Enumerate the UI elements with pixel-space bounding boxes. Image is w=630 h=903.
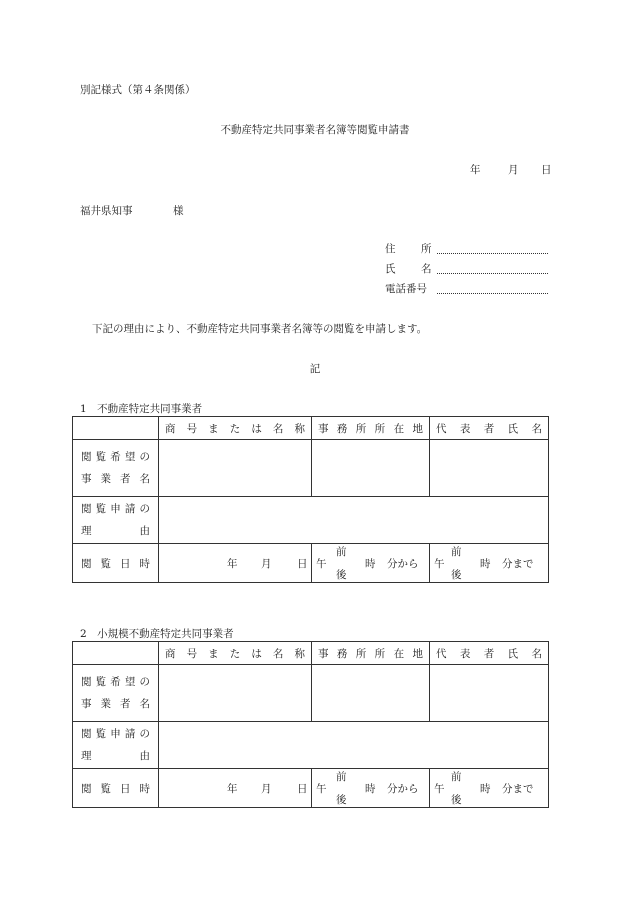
representative-cell[interactable] <box>430 440 549 497</box>
spread-char: 請 <box>124 503 136 515</box>
noon-label: 午 <box>316 783 327 795</box>
date-year-label: 年 <box>470 164 481 176</box>
pm-label: 後 <box>451 794 462 806</box>
viewing-year-label: 年 <box>227 558 238 570</box>
spread-char: 希 <box>110 676 121 688</box>
section-heading: 1 不動産特定共同事業者 <box>80 403 203 415</box>
spread-char: 在 <box>393 647 405 660</box>
am-label: 前 <box>451 546 462 558</box>
row-label-reason-b: 由 <box>139 525 150 537</box>
address-label-b: 所 <box>421 243 432 255</box>
spread-char: 名 <box>531 647 542 660</box>
phone-label: 電話番号 <box>385 283 427 295</box>
corner-cell <box>73 642 159 665</box>
spread-char: 日 <box>120 782 131 795</box>
spread-char: は <box>251 422 262 435</box>
spread-char: の <box>139 451 150 463</box>
spread-char: 称 <box>294 647 305 660</box>
col-header-representative <box>430 421 548 436</box>
addressee-name: 福井県知事 <box>80 205 133 217</box>
spread-char: 名 <box>272 422 284 435</box>
spread-char: 氏 <box>507 422 519 435</box>
name-label-a: 氏 <box>385 263 396 275</box>
reason-cell[interactable] <box>159 722 549 769</box>
spread-char: 名 <box>139 698 150 710</box>
end-minute-label: 分まで <box>502 783 534 795</box>
am-label: 前 <box>451 771 462 783</box>
spread-char: 覧 <box>95 503 107 515</box>
start-time-cell[interactable] <box>312 544 430 583</box>
spread-char: 称 <box>294 422 305 435</box>
spread-char: 者 <box>483 422 495 435</box>
spread-char: 所 <box>355 422 367 435</box>
spread-char: の <box>139 728 150 740</box>
pm-label: 後 <box>336 794 347 806</box>
row-label-reason-line1 <box>81 723 150 745</box>
col-header-location <box>312 421 429 436</box>
spread-char: 表 <box>459 422 471 435</box>
corner-cell <box>73 417 159 440</box>
noon-label: 午 <box>316 558 327 570</box>
spread-char: 所 <box>374 647 386 660</box>
spread-char: 閲 <box>81 728 92 740</box>
end-hour-label: 時 <box>480 558 491 570</box>
spread-char: 事 <box>81 473 92 485</box>
date-month-label: 月 <box>508 164 519 176</box>
application-table <box>72 641 549 808</box>
address-label-a: 住 <box>385 243 396 255</box>
viewing-month-label: 月 <box>261 558 272 570</box>
addressee-honorific: 様 <box>173 205 184 217</box>
viewing-date-cell[interactable] <box>159 544 312 583</box>
spread-char: 名 <box>531 422 542 435</box>
spread-char: 者 <box>120 698 131 710</box>
spread-char: 所 <box>374 422 386 435</box>
row-label-business-line1 <box>81 671 150 693</box>
spread-char: 代 <box>436 422 447 435</box>
reason-cell[interactable] <box>159 497 549 544</box>
address-input-line[interactable] <box>437 253 548 254</box>
row-label-date <box>73 556 158 571</box>
spread-char: 者 <box>120 473 131 485</box>
representative-cell[interactable] <box>430 665 549 722</box>
row-label-business-line2 <box>81 468 150 490</box>
row-label-business-line2 <box>81 693 150 715</box>
business-name-cell[interactable] <box>159 440 312 497</box>
spread-char: 事 <box>318 422 329 435</box>
spread-char: 閲 <box>81 503 92 515</box>
row-label-reason-a: 理 <box>81 525 92 537</box>
col-header-name <box>159 421 311 436</box>
start-hour-label: 時 <box>365 783 376 795</box>
spread-char: 名 <box>272 647 284 660</box>
form-label: 別記様式（第４条関係） <box>80 84 196 96</box>
statement-text: 下記の理由により、不動産特定共同事業者名簿等の閲覧を申請します。 <box>92 323 428 335</box>
date-day-label: 日 <box>541 164 552 176</box>
row-label-business-line1 <box>81 446 150 468</box>
noon-label: 午 <box>434 783 445 795</box>
end-hour-label: 時 <box>480 783 491 795</box>
spread-char: ま <box>208 422 219 435</box>
end-minute-label: 分まで <box>502 558 534 570</box>
spread-char: 氏 <box>507 647 519 660</box>
application-table <box>72 416 549 583</box>
col-header-name <box>159 646 311 661</box>
viewing-day-label: 日 <box>297 783 308 795</box>
spread-char: 閲 <box>81 557 92 570</box>
spread-char: 商 <box>165 422 176 435</box>
spread-char: 望 <box>124 451 136 463</box>
spread-char: 閲 <box>81 782 92 795</box>
spread-char: 号 <box>186 647 198 660</box>
row-label-date <box>73 781 158 796</box>
spread-char: の <box>139 503 150 515</box>
col-header-location <box>312 646 429 661</box>
spread-char: 所 <box>355 647 367 660</box>
viewing-month-label: 月 <box>261 783 272 795</box>
spread-char: た <box>229 422 241 435</box>
spread-char: 在 <box>393 422 405 435</box>
row-label-reason-line1 <box>81 498 150 520</box>
spread-char: 覧 <box>95 451 107 463</box>
spread-char: 日 <box>120 557 131 570</box>
row-label-reason-a: 理 <box>81 750 92 762</box>
start-time-cell[interactable] <box>312 769 430 808</box>
spread-char: 務 <box>336 422 348 435</box>
spread-char: 申 <box>110 503 121 515</box>
spread-char: 業 <box>100 473 111 485</box>
phone-input-line[interactable] <box>437 293 548 294</box>
spread-char: 覧 <box>95 676 107 688</box>
office-location-cell[interactable] <box>312 440 430 497</box>
start-minute-label: 分から <box>387 558 419 570</box>
spread-char: 地 <box>412 647 423 660</box>
spread-char: 名 <box>139 473 150 485</box>
spread-char: 務 <box>336 647 348 660</box>
pm-label: 後 <box>336 569 347 581</box>
spread-char: 号 <box>186 422 198 435</box>
ki-heading: 記 <box>309 363 321 375</box>
spread-char: 事 <box>81 698 92 710</box>
spread-char: 覧 <box>100 782 111 795</box>
viewing-day-label: 日 <box>297 558 308 570</box>
row-label-reason-b: 由 <box>139 750 150 762</box>
end-time-cell[interactable] <box>430 769 549 808</box>
spread-char: 時 <box>139 782 150 795</box>
pm-label: 後 <box>451 569 462 581</box>
spread-char: 商 <box>165 647 176 660</box>
spread-char: 申 <box>110 728 121 740</box>
spread-char: た <box>229 647 241 660</box>
spread-char: 事 <box>318 647 329 660</box>
spread-char: 覧 <box>100 557 111 570</box>
document-title: 不動産特定共同事業者名簿等閲覧申請書 <box>220 124 410 136</box>
spread-char: は <box>251 647 262 660</box>
spread-char: 請 <box>124 728 136 740</box>
spread-char: 覧 <box>95 728 107 740</box>
spread-char: 表 <box>459 647 471 660</box>
start-minute-label: 分から <box>387 783 419 795</box>
noon-label: 午 <box>434 558 445 570</box>
col-header-representative <box>430 646 548 661</box>
spread-char: 希 <box>110 451 121 463</box>
spread-char: の <box>139 676 150 688</box>
name-label-b: 名 <box>421 263 432 275</box>
section-heading: 2 小規模不動産特定共同事業者 <box>80 628 234 640</box>
business-name-cell[interactable] <box>159 665 312 722</box>
name-input-line[interactable] <box>437 273 548 274</box>
am-label: 前 <box>336 771 347 783</box>
spread-char: 地 <box>412 422 423 435</box>
spread-char: 者 <box>483 647 495 660</box>
office-location-cell[interactable] <box>312 665 430 722</box>
viewing-date-cell[interactable] <box>159 769 312 808</box>
spread-char: 業 <box>100 698 111 710</box>
start-hour-label: 時 <box>365 558 376 570</box>
spread-char: 閲 <box>81 451 92 463</box>
spread-char: 時 <box>139 557 150 570</box>
spread-char: 代 <box>436 647 447 660</box>
am-label: 前 <box>336 546 347 558</box>
viewing-year-label: 年 <box>227 783 238 795</box>
spread-char: 閲 <box>81 676 92 688</box>
spread-char: 望 <box>124 676 136 688</box>
end-time-cell[interactable] <box>430 544 549 583</box>
spread-char: ま <box>208 647 219 660</box>
